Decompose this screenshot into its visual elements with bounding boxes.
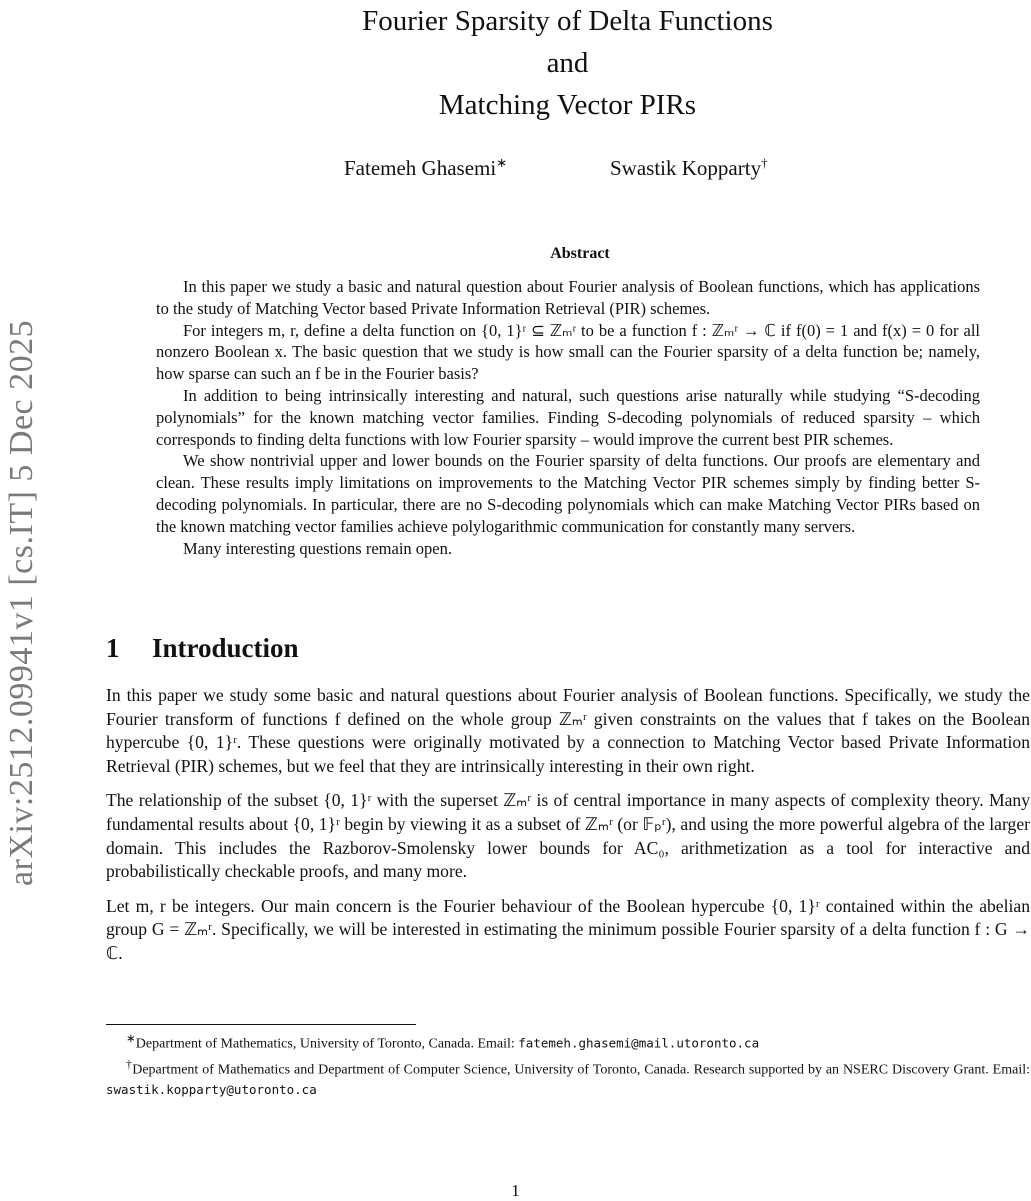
title-line-3: Matching Vector PIRs bbox=[438, 89, 697, 121]
author-1-footnote-mark: ∗ bbox=[496, 155, 508, 170]
page-number: 1 bbox=[511, 1181, 520, 1200]
footnote-1-text: Department of Mathematics, University of Toronto, Canada. Email: bbox=[135, 1036, 519, 1052]
author-2 bbox=[610, 155, 768, 181]
section-body bbox=[106, 684, 1030, 977]
abstract-paragraph: In this paper we study a basic and natural question about Fourier analysis of Boolean functions, which has applications to the study of Matching Vector based Private Information Retrieval (PIR) schemes. bbox=[156, 277, 980, 318]
arxiv-identifier-text: arXiv:2512.09941v1 [cs.IT] 5 Dec 2025 bbox=[3, 319, 40, 886]
paper-title bbox=[200, 0, 935, 126]
body-paragraph: The relationship of the subset {0, 1}ʳ with the superset ℤₘʳ is of central importance in many aspects of complexity theory. Many fundamental results about {0, 1}ʳ begin by viewing it as a subset of ℤₘʳ (or 𝔽ₚʳ), and using the more powerful algebra of the larger domain. This includes the Razborov-Smolensky lower bounds for AC₀, arithmetization as a tool for interactive and probabilistically checkable proofs, and many more. bbox=[106, 790, 1030, 882]
footnotes bbox=[106, 1029, 1030, 1101]
body-paragraph: In this paper we study some basic and natural questions about Fourier analysis of Boolean functions. Specifically, we study the Fourier transform of functions f defined on the whole group ℤₘʳ given constraints on the values that f takes on the Boolean hypercube {0, 1}ʳ. These questions were originally motivated by a connection to Matching Vector based Private Information Retrieval (PIR) schemes, but we feel that they are intrinsically interesting in their own right. bbox=[106, 685, 1030, 776]
section-title: Introduction bbox=[152, 633, 299, 663]
footnote-rule bbox=[106, 1024, 416, 1025]
abstract-paragraph: Many interesting questions remain open. bbox=[183, 538, 452, 558]
footnote-1-mark: ∗ bbox=[126, 1032, 136, 1045]
body-paragraph: Let m, r be integers. Our main concern is the Fourier behaviour of the Boolean hypercube {0, 1}ʳ contained within the abelian group G = ℤₘʳ. Specifically, we will be interested in estimating the minimum possible Fourier sparsity of a delta function f : G → ℂ. bbox=[106, 895, 1030, 963]
author-1 bbox=[344, 155, 507, 181]
footnote-1 bbox=[106, 1029, 1030, 1055]
footnote-2 bbox=[106, 1055, 1030, 1102]
footnote-2-email[interactable]: swastik.kopparty@utoronto.ca bbox=[106, 1082, 317, 1098]
author-1-name: Fatemeh Ghasemi bbox=[344, 156, 497, 180]
abstract-body bbox=[156, 276, 980, 606]
footnote-2-text: Department of Mathematics and Department of Computer Science, University of Toronto, Canada. Research supported by an NSERC Discovery Grant. Email: bbox=[132, 1062, 1030, 1078]
arxiv-identifier-stamp bbox=[2, 234, 42, 886]
section-heading bbox=[106, 633, 706, 664]
abstract-paragraph: We show nontrivial upper and lower bounds on the Fourier sparsity of delta functions. Our proofs are elementary and clean. These results imply limitations on improvements to the Matching Vector PIR schemes simply by finding better S-decoding polynomials. In particular, there are no S-decoding polynomials which can make Matching Vector PIRs based on the known matching vector families achieve polylogarithmic communication for constantly many servers. bbox=[156, 451, 980, 536]
title-line-1: Fourier Sparsity of Delta Functions bbox=[362, 5, 773, 37]
author-2-name: Swastik Kopparty bbox=[610, 156, 762, 180]
author-list bbox=[300, 155, 860, 191]
footnote-2-mark: † bbox=[126, 1057, 133, 1071]
abstract-paragraph: In addition to being intrinsically interesting and natural, such questions arise naturally while studying “S-decoding polynomials” for the known matching vector families. Finding S-decoding polynomials of reduced sparsity – which corresponds to finding delta functions with low Fourier sparsity – would improve the current best PIR schemes. bbox=[156, 385, 980, 449]
footnote-1-email[interactable]: fatemeh.ghasemi@mail.utoronto.ca bbox=[518, 1035, 760, 1051]
abstract-heading: Abstract bbox=[550, 245, 610, 262]
author-2-footnote-mark: † bbox=[761, 155, 768, 170]
title-line-2: and bbox=[546, 47, 589, 79]
section-number: 1 bbox=[106, 633, 120, 663]
abstract-paragraph: For integers m, r, define a delta function on {0, 1}ʳ ⊆ ℤₘʳ to be a function f : ℤₘʳ → ℂ if f(0) = 1 and f(x) = 0 for all nonzero Boolean x. The basic question that we study is how small can the Fourier sparsity of a delta function be; namely, how sparse can such an f be in the Fourier basis? bbox=[156, 320, 980, 384]
